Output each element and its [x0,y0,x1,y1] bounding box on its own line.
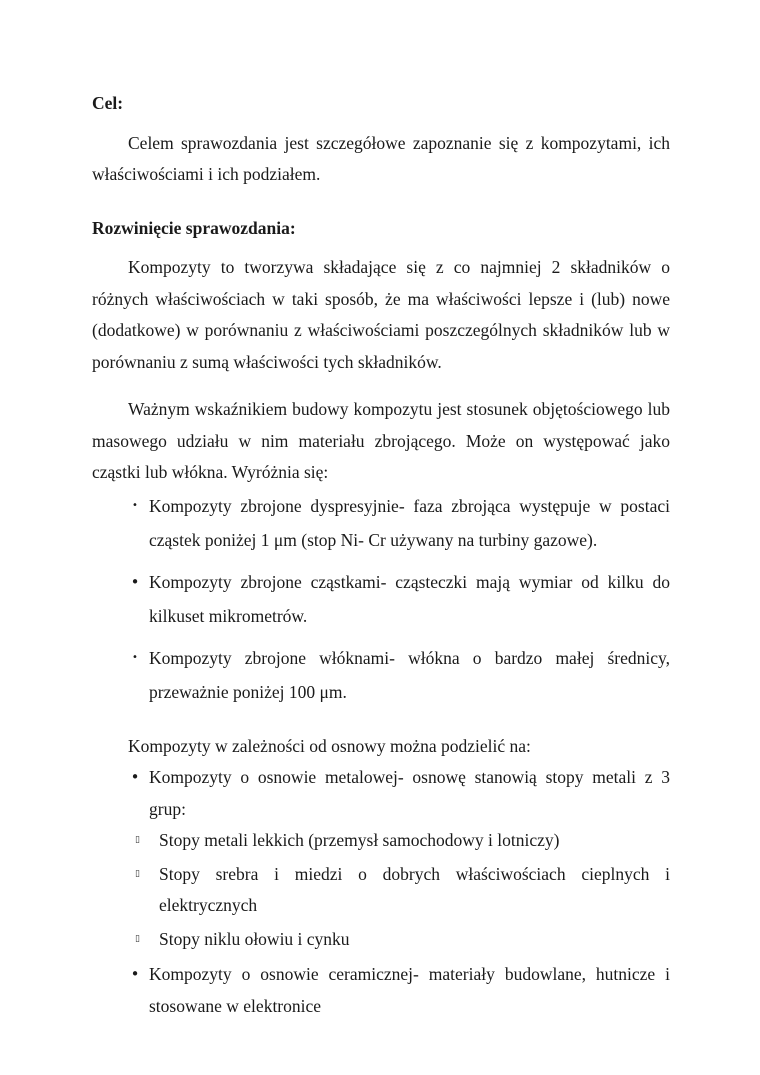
list-item-text: Kompozyty zbrojone cząstkami- cząsteczki mają wymiar od kilku do kilkuset mikrometrów. [149,571,670,626]
metal-matrix-sublist [92,825,670,955]
bullet-icon: • [130,965,140,983]
bullet-icon: • [130,572,140,591]
square-bullet-icon: ▯ [135,835,140,845]
paragraph-reinforcement: Ważnym wskaźnikiem budowy kompozytu jest stosunek objętościowego lub masowego udziału w nim materiału zbrojącego. Może on występować jako cząstki lub włókna. Wyróżnia się: [92,399,670,482]
sub-list-item [92,924,670,956]
reinforcement-list [92,489,670,709]
paragraph-matrix: Kompozyty w zależności od osnowy można podzielić na: [128,735,531,756]
square-bullet-icon: ▯ [135,868,140,879]
bullet-icon: • [130,768,140,786]
list-item [92,565,670,633]
list-item [92,641,670,709]
list-item-text: Kompozyty zbrojone włóknami- włókna o bardzo małej średnicy, przeważnie poniżej 100 μm. [149,647,670,702]
bullet-icon: • [132,651,138,663]
sub-list-item-text: Stopy metali lekkich (przemysł samochodowy i lotniczy) [159,830,560,850]
list-item-text: Kompozyty o osnowie ceramicznej- materiały budowlane, hutnicze i stosowane w elektronice [149,964,670,1016]
sub-list-item-text: Stopy niklu ołowiu i cynku [159,928,350,949]
list-item [92,762,670,825]
square-bullet-icon: ▯ [135,933,140,944]
list-item [92,489,670,557]
sub-list-item [92,859,670,922]
sub-list-item [92,825,670,857]
sub-list-item-text: Stopy srebra i miedzi o dobrych właściwościach cieplnych i elektrycznych [159,863,670,915]
section-heading-rozwiniecie: Rozwinięcie sprawozdania: [92,217,296,238]
matrix-list-continued [92,959,670,1022]
list-item [92,959,670,1022]
paragraph-cel: Celem sprawozdania jest szczegółowe zapoznanie się z kompozytami, ich właściwościami i ich podziałem. [92,132,670,184]
matrix-list [92,762,670,825]
list-item-text: Kompozyty zbrojone dyspresyjnie- faza zbrojąca występuje w postaci cząstek poniżej 1 μm (stop Ni- Cr używany na turbiny gazowe). [149,495,670,550]
section-heading-cel: Cel: [92,93,124,113]
bullet-icon: • [132,499,138,511]
document-page [92,88,670,1022]
paragraph-definition: Kompozyty to tworzywa składające się z co najmniej 2 składników o różnych właściwościach w taki sposób, że ma właściwości lepsze i (lub) nowe (dodatkowe) w porównaniu z właściwościami poszczególnych składników lub w porównaniu z sumą właściwości tych składników. [92,257,670,372]
list-item-text: Kompozyty o osnowie metalowej- osnowę stanowią stopy metali z 3 grup: [149,767,670,819]
